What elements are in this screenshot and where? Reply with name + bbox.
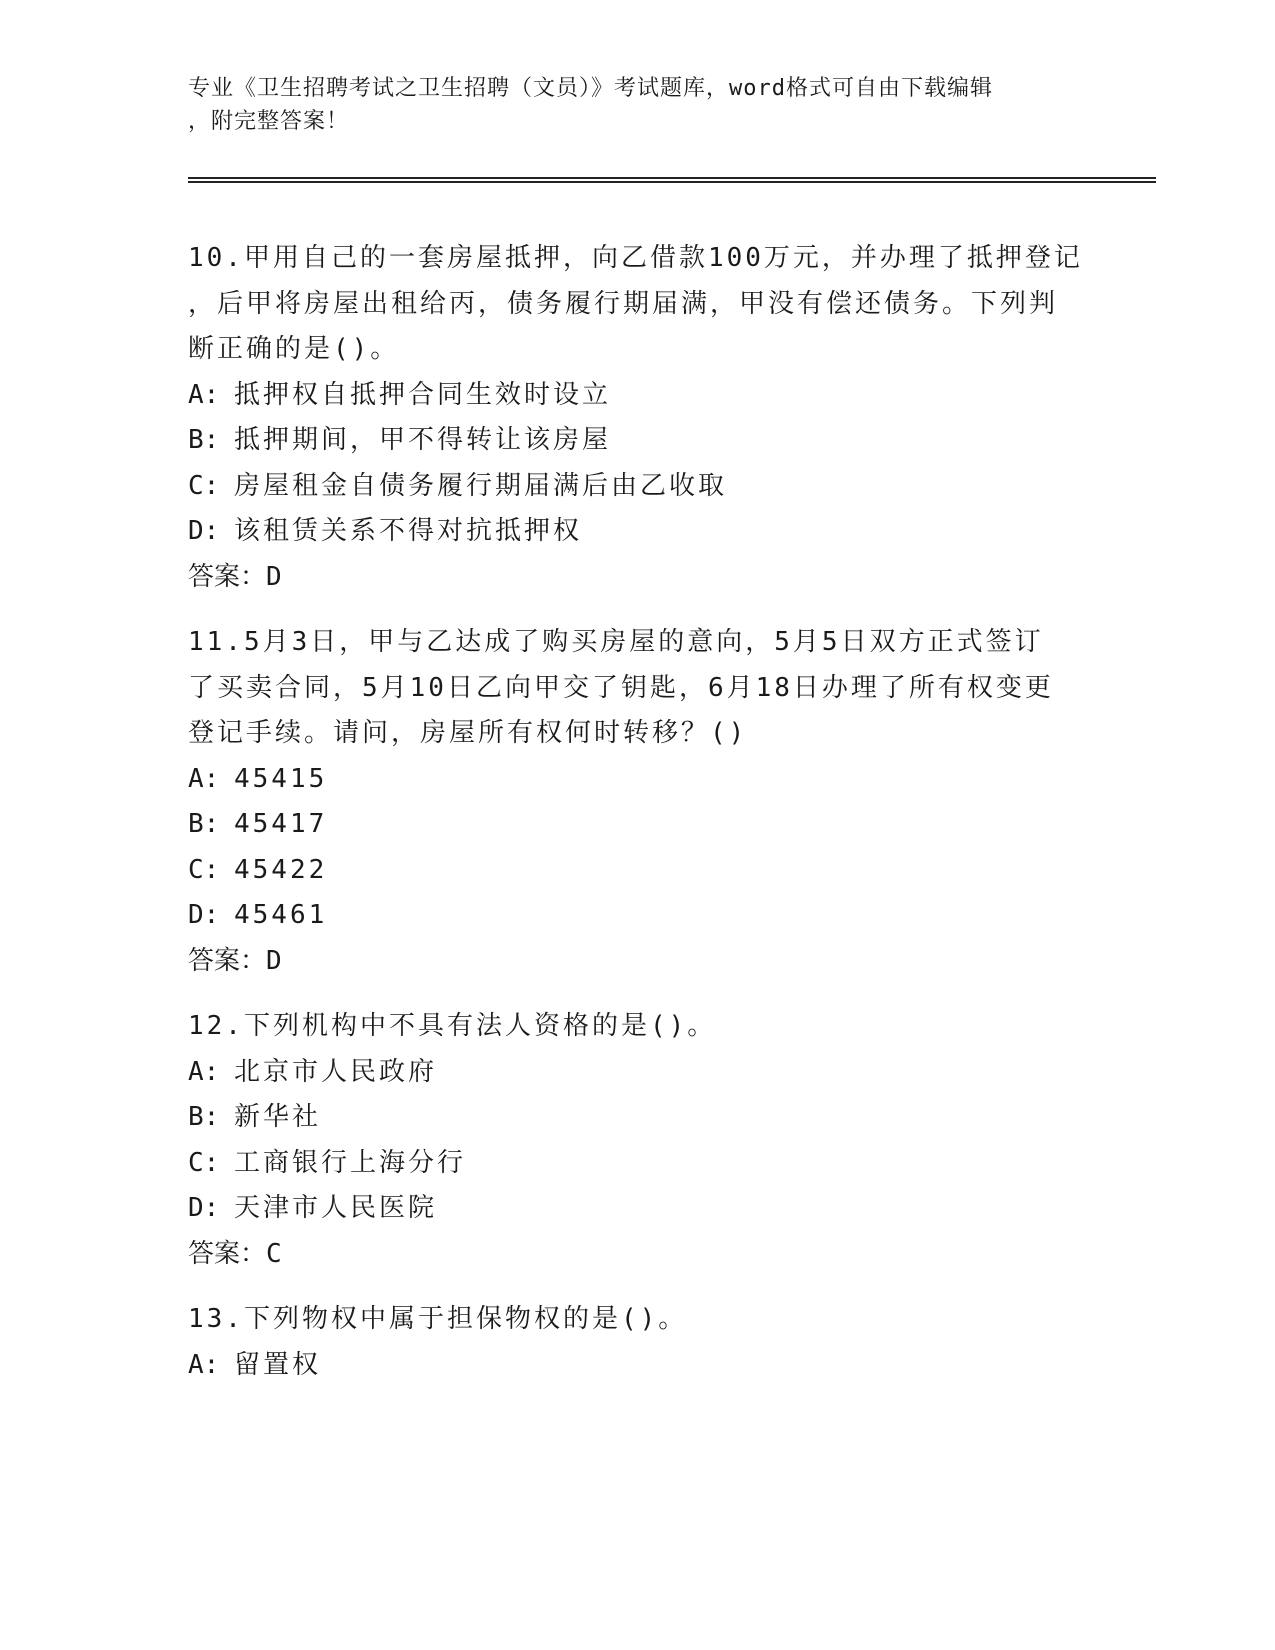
option-label: C: [188, 1147, 220, 1178]
document-header [188, 72, 1088, 138]
question-stem: 11.5月3日，甲与乙达成了购买房屋的意向，5月5日双方正式签订 [188, 627, 1044, 657]
option-b [188, 1095, 1108, 1141]
option-text: 天津市人民医院 [234, 1193, 438, 1223]
answer-value: C [266, 1238, 282, 1269]
option-label: A: [188, 1349, 220, 1380]
option-label: B: [188, 809, 220, 839]
option-text: 抵押权自抵押合同生效时设立 [234, 379, 612, 410]
option-label: A: [188, 763, 220, 794]
question-stem: 登记手续。请问，房屋所有权何时转移？() [188, 718, 748, 748]
option-a [188, 757, 1108, 803]
option-text: 该租赁关系不得对抗抵押权 [234, 516, 583, 546]
option-text: 45417 [234, 809, 328, 839]
option-text: 45422 [234, 854, 328, 885]
option-text: 45461 [234, 900, 328, 930]
option-text: 抵押期间，甲不得转让该房屋 [234, 425, 612, 455]
answer-line [188, 1232, 1108, 1278]
option-text: 45415 [234, 763, 328, 794]
option-text: 北京市人民政府 [234, 1056, 438, 1087]
header-divider [188, 177, 1156, 183]
option-label: C: [188, 854, 220, 885]
option-label: D: [188, 516, 220, 546]
option-text: 房屋租金自债务履行期届满后由乙收取 [234, 470, 728, 501]
answer-line [188, 939, 1108, 985]
question-13 [188, 1297, 1108, 1388]
answer-label: 答案： [188, 945, 267, 976]
option-label: D: [188, 900, 220, 930]
option-a [188, 373, 1108, 419]
option-a [188, 1343, 1108, 1389]
question-stem: 12.下列机构中不具有法人资格的是()。 [188, 1011, 717, 1041]
question-stem: 13.下列物权中属于担保物权的是()。 [188, 1304, 688, 1334]
option-label: A: [188, 379, 220, 410]
answer-value: D [266, 561, 282, 592]
option-label: D: [188, 1193, 220, 1223]
option-text: 留置权 [234, 1349, 322, 1380]
option-c [188, 464, 1108, 510]
option-label: B: [188, 425, 220, 455]
option-b [188, 802, 1108, 848]
question-12 [188, 1004, 1108, 1277]
option-c [188, 848, 1108, 894]
header-line: ，附完整答案！ [188, 109, 350, 134]
question-11 [188, 620, 1108, 984]
option-b [188, 418, 1108, 464]
option-d [188, 893, 1108, 939]
option-label: C: [188, 470, 220, 501]
option-label: B: [188, 1102, 220, 1132]
question-stem: 断正确的是()。 [188, 334, 400, 364]
option-text: 新华社 [234, 1102, 322, 1132]
option-label: A: [188, 1056, 220, 1087]
question-stem: ，后甲将房屋出租给丙，债务履行期届满，甲没有偿还债务。下列判 [188, 288, 1059, 319]
option-c [188, 1141, 1108, 1187]
answer-label: 答案： [188, 561, 267, 592]
header-line: 专业《卫生招聘考试之卫生招聘（文员）》考试题库，word格式可自由下载编辑 [188, 76, 993, 101]
answer-line [188, 555, 1108, 601]
option-a [188, 1050, 1108, 1096]
option-d [188, 509, 1108, 555]
answer-value: D [266, 945, 282, 976]
question-stem: 10.甲用自己的一套房屋抵押，向乙借款100万元，并办理了抵押登记 [188, 243, 1083, 273]
answer-label: 答案： [188, 1238, 267, 1269]
question-10 [188, 236, 1108, 600]
option-d [188, 1186, 1108, 1232]
question-list [188, 236, 1108, 1408]
option-text: 工商银行上海分行 [234, 1147, 467, 1178]
question-stem: 了买卖合同，5月10日乙向甲交了钥匙，6月18日办理了所有权变更 [188, 672, 1054, 703]
